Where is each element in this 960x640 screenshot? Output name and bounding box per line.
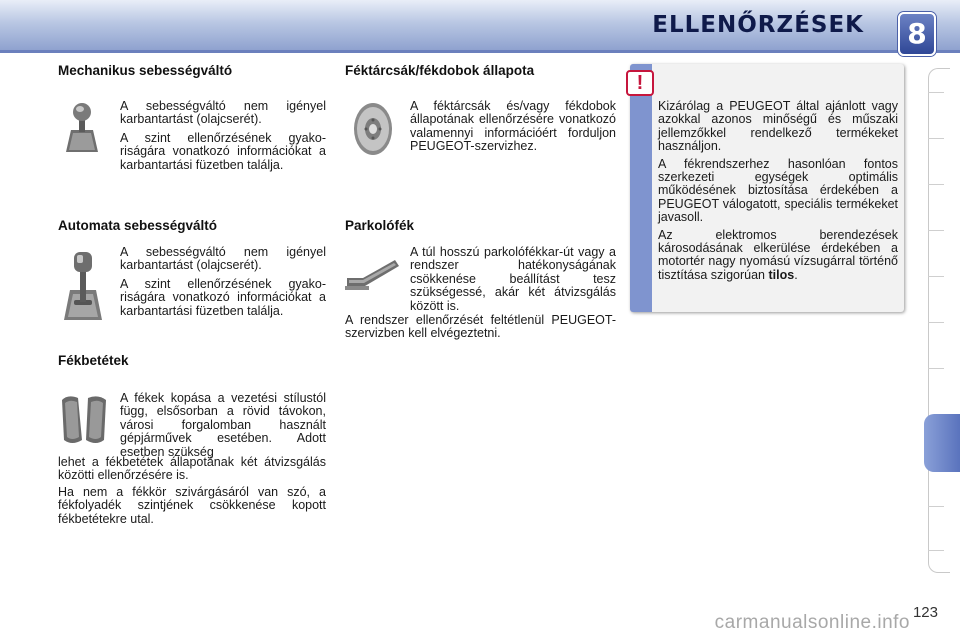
tab-separator [928, 506, 944, 507]
exclamation-warning-icon: ! [626, 70, 654, 96]
warning-paragraph-2: A fékrendszerhez hasonlóan fontos szerkezeti egységek optimális működésének biztosítása érdekében a PEUGEOT válogatott, speciális termékeket javasoll. [658, 156, 898, 225]
section-title-parking-brake: Parkolófék [345, 218, 415, 233]
section-title-brake-discs: Féktárcsák/fékdobok állapota [345, 63, 535, 78]
tab-separator [928, 230, 944, 231]
brake-pads-text-side: A fékek kopása a vezetési stílustól függ, elsősorban a rövid távokon, városi forgalomban használt gépjárművek esetében. Adott esetben szükség [120, 391, 326, 459]
header-underline [0, 50, 960, 53]
warning-paragraph-3-start: Az elektromos berendezések károsodásának elkerülése érdekében a motortér nagy nyomású vízsugárral történő tisztítása szigorúan [658, 227, 898, 282]
brake-discs-text [410, 100, 616, 159]
page-number: 123 [912, 604, 938, 621]
manual-gearbox-paragraph-2: A szint ellenőrzésének gyako-riságára vonatkozó információkat a karbantartási füzetben találja. [120, 130, 326, 172]
warning-text [658, 100, 898, 286]
automatic-gearbox-paragraph-1: A sebességváltó nem igényel karbantartást (olajcserét). [120, 245, 326, 273]
watermark: carmanualsonline.info [714, 612, 910, 633]
tab-separator [928, 138, 944, 139]
tab-separator [928, 92, 944, 93]
warning-emphasis: tilos [768, 267, 795, 282]
tab-separator [928, 322, 944, 323]
tab-separator [928, 550, 944, 551]
automatic-gear-selector-icon [60, 250, 106, 322]
automatic-gearbox-text [120, 246, 326, 323]
brake-disc-icon [350, 100, 396, 158]
tab-separator [928, 184, 944, 185]
section-title-automatic-gearbox: Automata sebességváltó [58, 218, 218, 233]
chapter-badge: 8 [898, 12, 936, 56]
parking-brake-paragraph-1: A túl hosszú parkolófékkar-út vagy a rendszer hatékonyságának csökkenése beállítást tesz szükségessé, akár két átvizsgálás között is. [410, 245, 616, 313]
page-header [0, 0, 960, 55]
warning-paragraph-3 [658, 229, 898, 283]
active-chapter-tab[interactable] [924, 414, 960, 472]
section-title-manual-gearbox: Mechanikus sebességváltó [58, 63, 233, 78]
manual-gear-lever-icon [60, 100, 104, 154]
brake-pads-icon [58, 392, 112, 448]
brake-discs-paragraph-1: A féktárcsák és/vagy fékdobok állapotának ellenőrzésére vonatkozó valamennyi információért forduljon PEUGEOT-szervizhez. [410, 99, 616, 154]
automatic-gearbox-paragraph-2: A szint ellenőrzésének gyako-riságára vonatkozó információkat a karbantartási füzetben találja. [120, 276, 326, 318]
chapter-side-tabs [928, 68, 950, 573]
tab-separator [928, 368, 944, 369]
manual-gearbox-text [120, 100, 326, 177]
brake-pads-paragraph-2: Ha nem a fékkör szivárgásáról van szó, a fékfolyadék szintjének csökkenése kopott fékbetétekre utal. [58, 485, 326, 526]
manual-gearbox-paragraph-1: A sebességváltó nem igényel karbantartást (olajcserét). [120, 99, 326, 127]
parking-brake-paragraph-2: A rendszer ellenőrzését feltétlenül PEUGEOT-szervizben kell elvégeztetni. [345, 313, 616, 341]
warning-paragraph-3-end: . [794, 267, 798, 282]
warning-paragraph-1: Kizárólag a PEUGEOT által ajánlott vagy azokkal azonos minőségű és műszaki jellemzőkkel rendelkező termékeket használjon. [658, 99, 898, 154]
tab-separator [928, 276, 944, 277]
brake-pads-text-full: lehet a fékbetétek állapotának két átvizsgálás közötti ellenőrzésére is. [58, 455, 326, 483]
page-title: ELLENŐRZÉSEK [652, 12, 864, 38]
parking-brake-lever-icon [345, 256, 401, 292]
section-title-brake-pads: Fékbetétek [58, 353, 129, 368]
